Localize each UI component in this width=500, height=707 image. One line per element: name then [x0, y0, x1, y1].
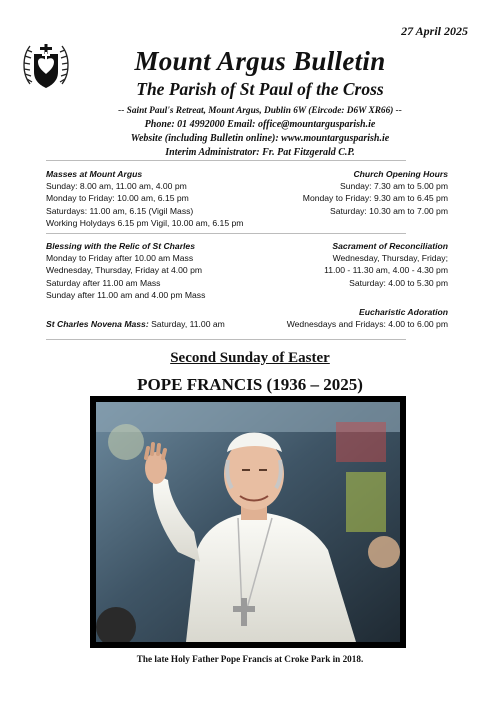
- masses-line: Saturdays: 11.00 am, 6.15 (Vigil Mass): [46, 205, 194, 216]
- pope-francis-photo: [90, 396, 406, 648]
- bulletin-title: Mount Argus Bulletin: [134, 46, 386, 76]
- schedule-block-sacraments: [46, 240, 448, 330]
- bulletin-date: 27 April 2025: [401, 24, 468, 38]
- parish-website: Website (including Bulletin online): www.mountargusparish.ie: [130, 133, 390, 144]
- relic-line: Sunday after 11.00 am and 4.00 pm Mass: [46, 289, 206, 300]
- relic-line: Monday to Friday after 10.00 am Mass: [46, 253, 194, 264]
- divider: [46, 233, 406, 234]
- parish-administrator: Interim Administrator: Fr. Pat Fitzgerald C.P.: [165, 147, 355, 158]
- photo-caption: The late Holy Father Pope Francis at Croke Park in 2018.: [136, 654, 364, 664]
- masses-line: Monday to Friday: 10.00 am, 6.15 pm: [46, 193, 189, 204]
- parish-name: The Parish of St Paul of the Cross: [136, 79, 384, 99]
- novena-time: Saturday, 11.00 am: [148, 319, 225, 330]
- parish-address: -- Saint Paul's Retreat, Mount Argus, Dublin 6W (Eircode: D6W XR66) --: [118, 106, 402, 116]
- masses-line: Sunday: 8.00 am, 11.00 am, 4.00 pm: [46, 181, 187, 192]
- opening-hours-heading: Church Opening Hours: [353, 169, 448, 179]
- reconciliation-line: Saturday: 4.00 to 5.30 pm: [349, 277, 448, 288]
- relic-heading: Blessing with the Relic of St Charles: [46, 241, 195, 251]
- masses-line: Working Holydays 6.15 pm Vigil, 10.00 am, 6.15 pm: [46, 217, 244, 228]
- reconciliation-line: 11.00 - 11.30 am, 4.00 - 4.30 pm: [324, 265, 448, 276]
- section-title: Second Sunday of Easter: [170, 350, 330, 366]
- reconciliation-heading: Sacrament of Reconciliation: [332, 241, 448, 251]
- divider: [46, 160, 406, 161]
- reconciliation-line: Wednesday, Thursday, Friday;: [332, 253, 448, 264]
- relic-line: Saturday after 11.00 am Mass: [46, 277, 161, 288]
- parish-phone-email: Phone: 01 4992000 Email: office@mountargusparish.ie: [144, 119, 376, 130]
- masses-heading: Masses at Mount Argus: [46, 169, 143, 179]
- opening-hours-line: Monday to Friday: 9.30 am to 6.45 pm: [302, 193, 448, 204]
- opening-hours-line: Saturday: 10.30 am to 7.00 pm: [330, 205, 448, 216]
- divider: [46, 339, 406, 340]
- adoration-line: Wednesdays and Fridays: 4.00 to 6.00 pm: [286, 319, 448, 330]
- opening-hours-line: Sunday: 7.30 am to 5.00 pm: [340, 181, 448, 192]
- schedule-block-masses: [46, 168, 448, 229]
- adoration-heading: Eucharistic Adoration: [359, 307, 448, 318]
- bulletin-masthead: [60, 46, 460, 160]
- relic-line: Wednesday, Thursday, Friday at 4.00 pm: [46, 265, 203, 276]
- novena-heading: St Charles Novena Mass:: [46, 319, 149, 330]
- feature-title: POPE FRANCIS (1936 – 2025): [137, 375, 363, 394]
